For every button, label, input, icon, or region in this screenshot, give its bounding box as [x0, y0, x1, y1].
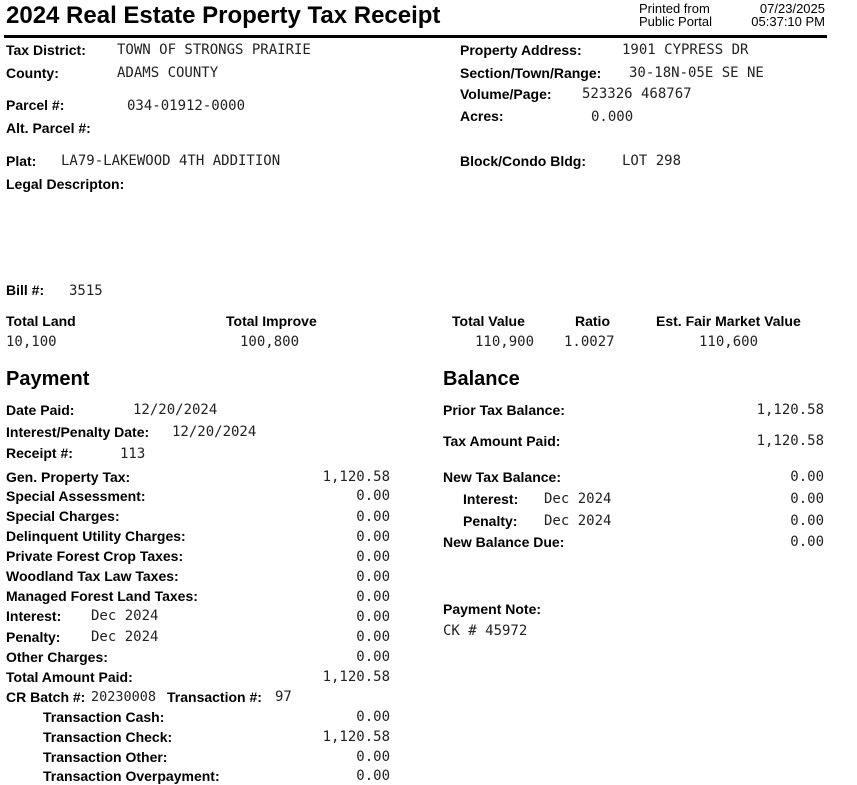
total-amount-paid-label: Total Amount Paid: — [6, 669, 133, 685]
ratio-label: Ratio — [575, 313, 610, 329]
block-condo-label: Block/Condo Bldg: — [460, 153, 586, 169]
page-title: 2024 Real Estate Property Tax Receipt — [6, 2, 441, 29]
balance-penalty-value: 0.00 — [790, 513, 824, 529]
woodland-tax-value: 0.00 — [356, 569, 390, 585]
volume-page-value: 523326 468767 — [582, 86, 692, 102]
total-improve-label: Total Improve — [226, 313, 317, 329]
printed-from-line1: Printed from — [639, 1, 710, 16]
private-forest-crop-label: Private Forest Crop Taxes: — [6, 548, 184, 564]
receipt-value: 113 — [120, 446, 146, 462]
parcel-value: 034-01912-0000 — [127, 98, 246, 114]
plat-value: LA79-LAKEWOOD 4TH ADDITION — [61, 153, 281, 169]
transaction-cash-label: Transaction Cash: — [43, 709, 165, 725]
payment-penalty-period: Dec 2024 — [91, 629, 159, 645]
managed-forest-value: 0.00 — [356, 589, 390, 605]
receipt-label: Receipt #: — [6, 445, 73, 461]
balance-penalty-label: Penalty: — [463, 513, 518, 529]
transaction-check-label: Transaction Check: — [43, 729, 173, 745]
acres-value: 0.000 — [591, 109, 634, 125]
cr-batch-label: CR Batch #: — [6, 689, 86, 705]
payment-interest-label: Interest: — [6, 608, 62, 624]
prior-tax-balance-label: Prior Tax Balance: — [443, 402, 565, 418]
tax-amount-paid-label: Tax Amount Paid: — [443, 433, 561, 449]
total-value-label: Total Value — [452, 313, 525, 329]
total-land-value: 10,100 — [6, 334, 57, 350]
total-value-value: 110,900 — [475, 334, 535, 350]
payment-interest-value: 0.00 — [356, 609, 390, 625]
transaction-number-value: 97 — [275, 689, 292, 705]
county-value: ADAMS COUNTY — [117, 65, 219, 81]
section-town-range-label: Section/Town/Range: — [460, 65, 602, 81]
balance-interest-label: Interest: — [463, 491, 519, 507]
balance-interest-value: 0.00 — [790, 491, 824, 507]
transaction-other-label: Transaction Other: — [43, 749, 168, 765]
transaction-check-value: 1,120.58 — [322, 729, 390, 745]
other-charges-label: Other Charges: — [6, 649, 108, 665]
payment-penalty-label: Penalty: — [6, 629, 61, 645]
volume-page-label: Volume/Page: — [460, 86, 552, 102]
tax-district-label: Tax District: — [6, 42, 86, 58]
bill-number-value: 3515 — [69, 283, 103, 299]
date-paid-label: Date Paid: — [6, 402, 75, 418]
alt-parcel-label: Alt. Parcel #: — [6, 120, 91, 136]
total-amount-paid-value: 1,120.58 — [322, 669, 390, 685]
transaction-number-label: Transaction #: — [167, 689, 262, 705]
print-date: 07/23/2025 — [759, 1, 825, 16]
new-tax-balance-label: New Tax Balance: — [443, 469, 562, 485]
block-condo-value: LOT 298 — [622, 153, 682, 169]
delinquent-utility-value: 0.00 — [356, 529, 390, 545]
total-land-label: Total Land — [6, 313, 76, 329]
interest-penalty-date-label: Interest/Penalty Date: — [6, 424, 150, 440]
special-assessment-value: 0.00 — [356, 488, 390, 504]
new-tax-balance-value: 0.00 — [790, 469, 824, 485]
balance-heading: Balance — [443, 368, 520, 390]
special-assessment-label: Special Assessment: — [6, 488, 146, 504]
fair-market-label: Est. Fair Market Value — [656, 313, 801, 329]
new-balance-due-label: New Balance Due: — [443, 534, 565, 550]
managed-forest-label: Managed Forest Land Taxes: — [6, 588, 198, 604]
balance-penalty-period: Dec 2024 — [544, 513, 612, 529]
payment-heading: Payment — [6, 368, 90, 390]
parcel-label: Parcel #: — [6, 97, 65, 113]
payment-note-label: Payment Note: — [443, 601, 542, 617]
tax-district-value: TOWN OF STRONGS PRAIRIE — [117, 42, 311, 58]
woodland-tax-label: Woodland Tax Law Taxes: — [6, 568, 179, 584]
header-divider — [4, 35, 827, 38]
new-balance-due-value: 0.00 — [790, 534, 824, 550]
property-address-value: 1901 CYPRESS DR — [622, 42, 749, 58]
printed-from-line2: Public Portal — [639, 14, 712, 29]
gen-property-tax-label: Gen. Property Tax: — [6, 469, 131, 485]
transaction-overpayment-value: 0.00 — [356, 768, 390, 784]
gen-property-tax-value: 1,120.58 — [322, 469, 390, 485]
property-address-label: Property Address: — [460, 42, 582, 58]
prior-tax-balance-value: 1,120.58 — [756, 402, 824, 418]
cr-batch-value: 20230008 — [91, 689, 157, 705]
county-label: County: — [6, 65, 59, 81]
date-paid-value: 12/20/2024 — [133, 402, 218, 418]
transaction-overpayment-label: Transaction Overpayment: — [43, 768, 220, 784]
special-charges-label: Special Charges: — [6, 508, 120, 524]
transaction-other-value: 0.00 — [356, 749, 390, 765]
legal-description-label: Legal Descripton: — [6, 176, 125, 192]
fair-market-value: 110,600 — [699, 334, 759, 350]
payment-penalty-value: 0.00 — [356, 629, 390, 645]
payment-note-value: CK # 45972 — [443, 623, 528, 639]
bill-number-label: Bill #: — [6, 282, 45, 298]
payment-interest-period: Dec 2024 — [91, 608, 159, 624]
print-time: 05:37:10 PM — [751, 14, 825, 29]
transaction-cash-value: 0.00 — [356, 709, 390, 725]
ratio-value: 1.0027 — [564, 334, 615, 350]
other-charges-value: 0.00 — [356, 649, 390, 665]
delinquent-utility-label: Delinquent Utility Charges: — [6, 528, 186, 544]
special-charges-value: 0.00 — [356, 509, 390, 525]
total-improve-value: 100,800 — [240, 334, 300, 350]
private-forest-crop-value: 0.00 — [356, 549, 390, 565]
plat-label: Plat: — [6, 153, 37, 169]
acres-label: Acres: — [460, 108, 504, 124]
interest-penalty-date-value: 12/20/2024 — [172, 424, 257, 440]
section-town-range-value: 30-18N-05E SE NE — [629, 65, 764, 81]
balance-interest-period: Dec 2024 — [544, 491, 612, 507]
tax-amount-paid-value: 1,120.58 — [756, 433, 824, 449]
